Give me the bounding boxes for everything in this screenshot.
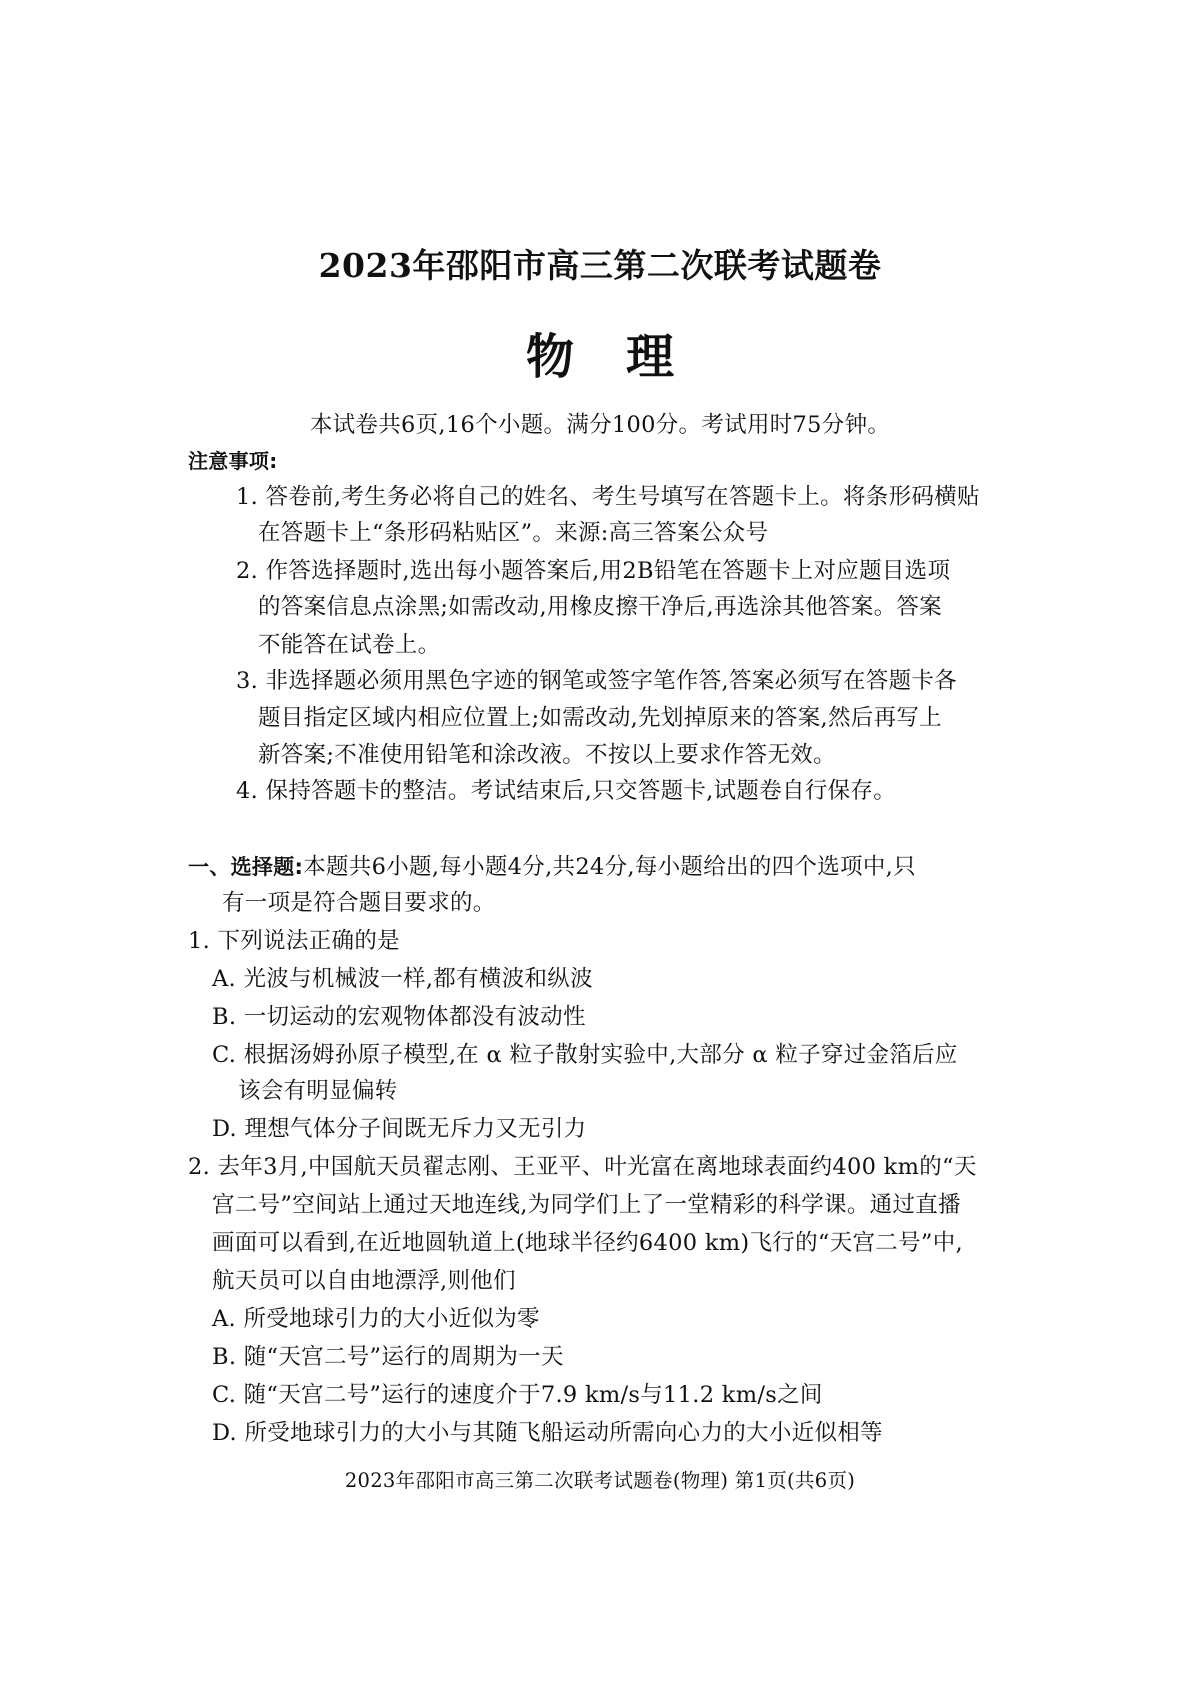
note-line: 不能答在试卷上。 [258, 632, 441, 658]
section1-desc: 本题共6小题,每小题4分,共24分,每小题给出的四个选项中,只 [303, 854, 916, 880]
note-line: 题目指定区域内相应位置上;如需改动,先划掉原来的答案,然后再写上 [258, 705, 942, 731]
q2-stem: 2. 去年3月,中国航天员翟志刚、王亚平、叶光富在离地球表面约400 km的“天 [188, 1154, 977, 1180]
subject-title: 物理 [525, 329, 726, 385]
note-line: 3. 非选择题必须用黑色字迹的钢笔或签字笔作答,答案必须写在答题卡各 [236, 668, 957, 694]
page-footer: 2023年邵阳市高三第二次联考试题卷(物理) 第1页(共6页) [344, 1469, 856, 1492]
q2-stem-cont: 画面可以看到,在近地圆轨道上(地球半径约6400 km)飞行的“天宫二号”中, [212, 1230, 963, 1256]
q2-option-b: B. 随“天宫二号”运行的周期为一天 [212, 1344, 564, 1370]
notes-heading: 注意事项: [188, 449, 278, 473]
note-line: 的答案信息点涂黑;如需改动,用橡皮擦干净后,再选涂其他答案。答案 [258, 594, 942, 620]
section1-desc-cont: 有一项是符合题目要求的。 [222, 890, 496, 916]
q1-option-a: A. 光波与机械波一样,都有横波和纵波 [212, 966, 593, 992]
note-line: 1. 答卷前,考生务必将自己的姓名、考生号填写在答题卡上。将条形码横贴 [236, 484, 980, 510]
exam-intro: 本试卷共6页,16个小题。满分100分。考试用时75分钟。 [309, 412, 891, 438]
q2-stem-cont: 宫二号”空间站上通过天地连线,为同学们上了一堂精彩的科学课。通过直播 [212, 1192, 961, 1218]
q1-option-d: D. 理想气体分子间既无斥力又无引力 [212, 1116, 587, 1142]
note-line: 新答案;不准使用铅笔和涂改液。不按以上要求作答无效。 [258, 742, 836, 768]
section1-line [188, 852, 916, 882]
note-line: 2. 作答选择题时,选出每小题答案后,用2B铅笔在答题卡上对应题目选项 [236, 558, 951, 584]
q2-option-d: D. 所受地球引力的大小与其随飞船运动所需向心力的大小近似相等 [212, 1420, 883, 1446]
q1-option-c-cont: 该会有明显偏转 [238, 1078, 398, 1104]
q2-option-c: C. 随“天宫二号”运行的速度介于7.9 km/s与11.2 km/s之间 [212, 1382, 823, 1408]
q1-option-c: C. 根据汤姆孙原子模型,在 α 粒子散射实验中,大部分 α 粒子穿过金箔后应 [212, 1042, 958, 1068]
q1-option-b: B. 一切运动的宏观物体都没有波动性 [212, 1004, 586, 1030]
note-line: 4. 保持答题卡的整洁。考试结束后,只交答题卡,试题卷自行保存。 [236, 778, 897, 804]
exam-title: 2023年邵阳市高三第二次联考试题卷 [318, 246, 882, 285]
q2-stem-cont: 航天员可以自由地漂浮,则他们 [212, 1268, 516, 1294]
note-line: 在答题卡上“条形码粘贴区”。来源:高三答案公众号 [258, 520, 769, 546]
q2-option-a: A. 所受地球引力的大小近似为零 [212, 1306, 540, 1332]
section1-heading: 一、选择题: [188, 855, 304, 879]
q1-stem: 1. 下列说法正确的是 [188, 928, 400, 954]
